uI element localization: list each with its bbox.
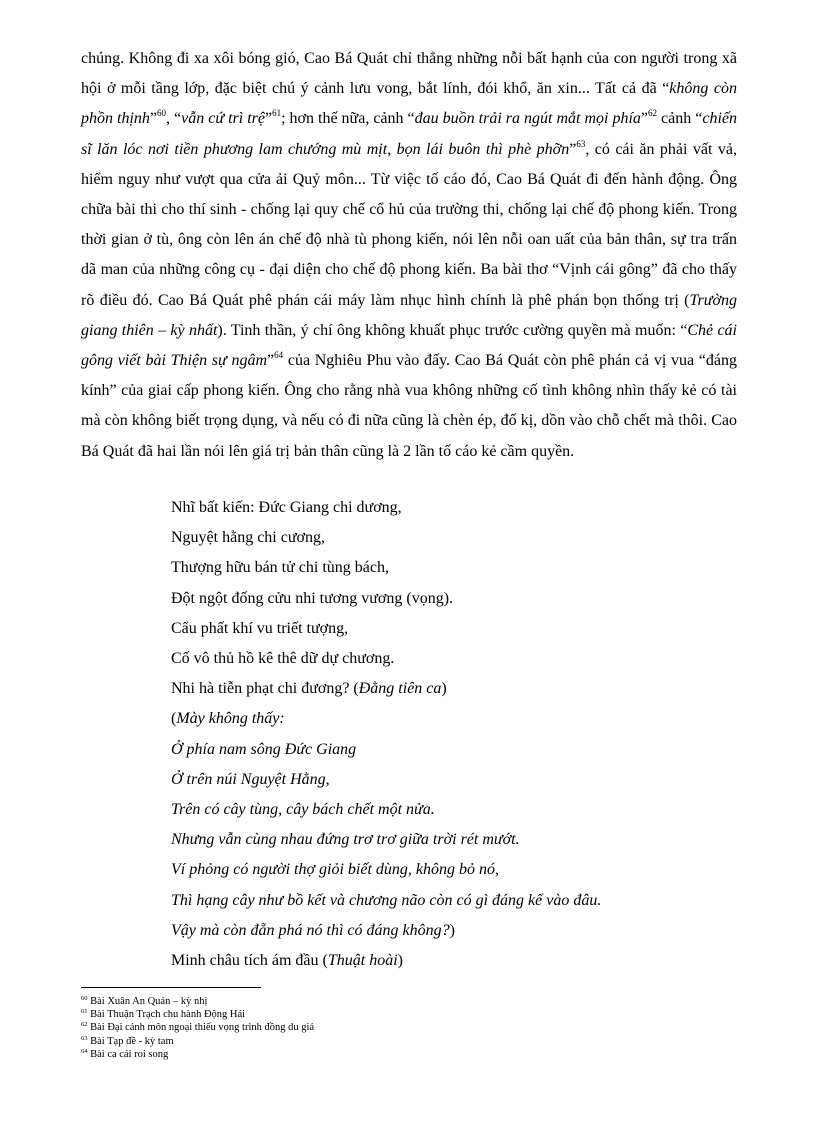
paragraph-text: [81, 44, 737, 467]
poem-line: Cố vô thủ hồ kê thê dữ dự chương.: [171, 650, 395, 668]
text-run: ): [397, 952, 403, 970]
footnote-ref: 60: [157, 108, 167, 119]
translation-italic: Mày không thấy:: [176, 710, 285, 728]
footnote-number: 63: [81, 1034, 88, 1042]
footnote-item: [81, 1008, 731, 1021]
text-run: ”: [149, 110, 158, 128]
footnote-number: 64: [81, 1047, 88, 1055]
text-run: cảnh “: [657, 110, 703, 128]
text-run: ”: [640, 110, 649, 128]
quote-italic: Chẻ cái gông viết bài Thiện sự ngâm: [81, 321, 737, 370]
poem-line: [171, 674, 731, 704]
text-run: (: [171, 710, 177, 728]
translation-italic: Thì hạng cây như bồ kết và chương não còn có gì đáng kể vào đâu.: [171, 891, 602, 909]
translation-line: [171, 916, 731, 946]
quote-italic: không còn phồn thịnh: [81, 80, 738, 128]
quote-italic: chiến sĩ lăn lóc nơi tiền phương lam chướng mù mịt, bọn lái buôn thì phè phỡn: [81, 110, 738, 158]
text-run: ”: [267, 352, 275, 370]
text-run: của Nghiêu Phu vào đấy. Cao Bá Quát còn phê phán cả vị vua “đáng kính” của giai cấp phong kiến. Ông cho rằng nhà vua không những cố tình không nhìn thấy kẻ có tài mà còn không biết trọng dụng, và nếu có đi nữa cũng là chèn ép, đố kị, dồn vào chỗ chết mà thôi. Cao Bá Quát đã hai lần nói lên giá trị bản thân cũng là 2 lần tố cáo kẻ cầm quyền.: [81, 352, 737, 460]
text-run: ; hơn thế nữa, cảnh “: [281, 110, 415, 128]
footnote-item: [81, 995, 731, 1008]
poem-block: [171, 493, 731, 976]
translation-line: [171, 795, 731, 825]
text-run: chúng. Không đi xa xôi bóng gió, Cao Bá Quát chỉ thẳng những nỗi bất hạnh của con người trong xã hội ở mỗi tầng lớp, đặc biệt chú ý cảnh lưu vong, bắt lính, đói khổ, ăn xin... Tất cả đã “: [81, 50, 737, 98]
footnote-text: Bài Đại cảnh môn ngoại thiếu vọng trình đồng du giả: [87, 1022, 315, 1034]
footnote-separator: [81, 987, 261, 988]
text-run: Minh châu tích ám đầu (: [171, 952, 328, 970]
footnote-number: 61: [81, 1008, 88, 1016]
poem-line: Cẩu phất khí vu triết tượng,: [171, 619, 349, 637]
translation-line: [171, 765, 731, 795]
work-title-italic: Trường giang thiên – kỳ nhất: [81, 291, 737, 339]
footnote-text: Bài Tạp đề - kỳ tam: [87, 1035, 174, 1047]
body-paragraph: [81, 44, 737, 467]
footnote-ref: 64: [274, 350, 284, 361]
footnote-number: 62: [81, 1021, 88, 1029]
translation-italic: Nhưng vẫn cùng nhau đứng trơ trơ giữa trời rét mướt.: [171, 831, 520, 849]
translation-italic: Ví phỏng có người thợ giỏi biết dùng, không bỏ nó,: [171, 861, 499, 879]
text-run: , có cái ăn phải vất vả, hiểm nguy như vượt qua cửa ải Quỷ môn... Từ việc tố cáo đó, Cao Bá Quát đi đến hành động. Ông chữa bài thi cho thí sinh - chống lại quy chế cổ hủ của trường thi, chống lại chế độ phong kiến. Trong thời gian ở tù, ông còn lên án chế độ nhà tù phong kiến, nói lên nỗi oan uất của bản thân, sự tra trấn dã man của những công cụ - đại diện cho chế độ phong kiến. Ba bài thơ “Vịnh cái gông” đã cho thấy rõ điều đó. Cao Bá Quát phê phán cái máy làm nhục hình chính là phê phán bọn thống trị (: [81, 140, 738, 309]
footnote-ref: 61: [272, 108, 282, 119]
translation-line: [171, 825, 731, 855]
translation-line: [171, 855, 731, 885]
poem-title-italic: Đằng tiên ca: [358, 680, 442, 698]
footnote-item: [81, 1035, 731, 1048]
translation-italic: Vậy mà còn đẵn phá nó thì có đáng không?: [171, 921, 450, 939]
text-run: Nhi hà tiễn phạt chi đương? (: [171, 680, 359, 698]
quote-italic: đau buồn trải ra ngút mắt mọi phía: [414, 110, 641, 128]
text-run: ”: [264, 110, 273, 128]
footnote-item: [81, 1048, 731, 1061]
footnotes: [81, 995, 731, 1061]
translation-italic: Ở phía nam sông Đức Giang: [171, 740, 357, 758]
text-run: ): [441, 680, 447, 698]
translation-line: [171, 886, 731, 916]
translation-italic: Trên có cây tùng, cây bách chết một nửa.: [171, 801, 435, 819]
poem-line: [171, 946, 731, 976]
translation-italic: Ở trên núi Nguyệt Hằng,: [171, 770, 330, 788]
quote-italic: vẫn cứ trì trệ: [181, 110, 265, 128]
translation-line: [171, 735, 731, 765]
footnote-ref: 62: [648, 108, 658, 119]
footnote-text: Bài Xuân An Quán – kỳ nhị: [87, 996, 208, 1007]
text-run: ). Tinh thần, ý chí ông không khuất phục trước cường quyền mà muốn: “: [217, 321, 688, 339]
footnote-text: Bài ca cái roi song: [87, 1048, 169, 1060]
footnote-number: 60: [81, 995, 88, 1002]
footnote-item: [81, 1021, 731, 1034]
poem-line: Đột ngột đống cửu nhi tương vương (vọng).: [171, 589, 454, 607]
poem-line: Nguyệt hằng chi cương,: [171, 529, 325, 547]
poem-line: Nhĩ bất kiến: Đức Giang chi dương,: [171, 499, 402, 516]
text-run: ): [449, 921, 455, 939]
text-run: ”: [569, 140, 577, 158]
footnote-text: Bài Thuận Trạch chu hành Động Hải: [87, 1009, 246, 1021]
translation-line: [171, 704, 731, 734]
poem-title-italic: Thuật hoài: [327, 952, 398, 970]
text-run: , “: [166, 110, 182, 128]
poem-line: Thượng hữu bán tử chi tùng bách,: [171, 559, 389, 577]
footnote-ref: 63: [576, 138, 586, 149]
